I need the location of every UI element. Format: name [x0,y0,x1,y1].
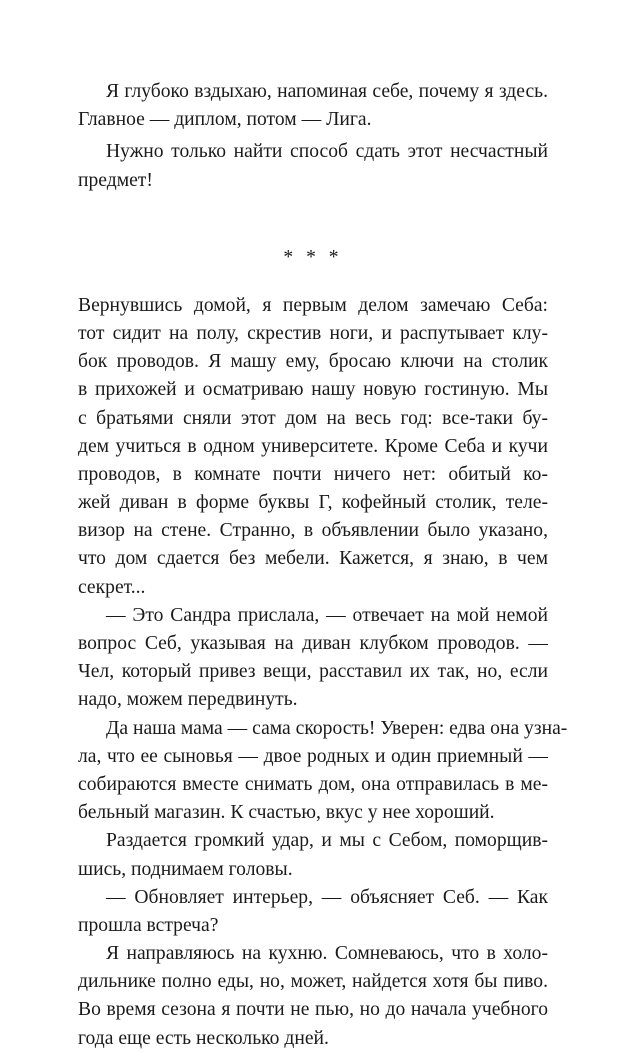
text-line: предмет! [78,169,153,191]
text-line: Во время сезона я почти не пью, но до начала учебного [78,999,548,1021]
text-line: Главное — диплом, потом — Лига. [78,109,372,131]
text-line: дильнике полно еды, но, может, найдется хотя бы пиво. [78,971,548,993]
text-line: шись, поднимаем головы. [78,858,293,880]
text-line: — Обновляет интерьер, — объясняет Себ. — Как [106,886,548,908]
paragraph [78,827,548,883]
text-line: с братьями сняли этот дом на весь год: все-таки бу- [78,407,548,429]
text-line: Я глубоко вздыхаю, напоминая себе, почему я здесь. [106,81,548,102]
text-line: собираются вместе снимать дом, она отправилась в ме- [78,773,548,795]
section-separator: * * * [283,246,343,268]
text-line: тот сидит на полу, скрестив ноги, и распутывает клу- [78,322,548,344]
text-line: Нужно только найти способ сдать этот несчастный [106,141,548,163]
text-line: жей диван в форме буквы Г, кофейный столик, теле- [78,492,548,514]
paragraph [78,78,548,134]
text-line: секрет... [78,576,146,598]
paragraph [78,292,548,602]
paragraph [78,138,548,194]
text-line: Вернувшись домой, я первым делом замечаю Себа: [78,294,548,316]
text-line: Чел, который привез вещи, расставил их так, но, если [78,661,548,683]
text-line: ла, что ее сыновья — двое родных и один приемный — [78,745,548,767]
book-page [78,78,568,1053]
text-line: проводов, в комнате почти ничего нет: обитый ко- [78,463,548,485]
text-line: Раздается громкий удар, и мы с Себом, поморщив- [106,830,548,852]
text-line: бельный магазин. К счастью, вкус у нее хороший. [78,802,495,824]
text-line: дем учиться в одном университете. Кроме Себа и кучи [78,435,548,457]
text-line: прошла встреча? [78,914,219,936]
paragraph [78,940,548,1053]
text-line: года еще есть несколько дней. [78,1027,329,1049]
text-line: что дом сдается без мебели. Кажется, я знаю, в чем [78,548,548,570]
text-line: надо, можем передвинуть. [78,689,298,711]
text-line: бок проводов. Я машу ему, бросаю ключи на столик [78,351,548,373]
text-line: визор на стене. Странно, в объявлении было указано, [78,520,548,542]
paragraph [78,884,548,940]
paragraph [78,602,548,715]
text-line: Я направляюсь на кухню. Сомневаюсь, что в холо- [106,943,548,965]
text-line: — Это Сандра прислала, — отвечает на мой немой [106,604,548,626]
text-line: в прихожей и осматриваю нашу новую гостиную. Мы [78,379,548,401]
paragraph [78,715,568,828]
text-line: вопрос Себ, указывая на диван клубком проводов. — [78,633,548,654]
text-line: Да наша мама — сама скорость! Уверен: едва она узна- [106,717,568,739]
